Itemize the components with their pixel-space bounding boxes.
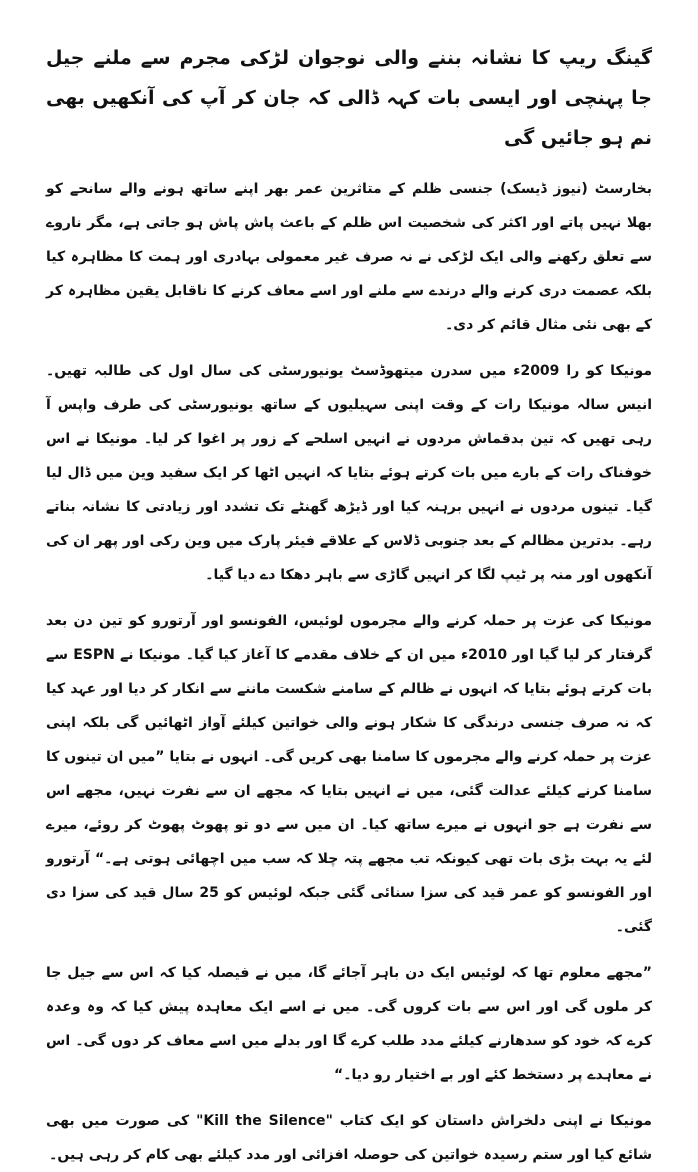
article-paragraph: مونیکا نے اپنی دلخراش داستان کو ایک کتاب "Kill the Silence" کی صورت میں بھی شائع کیا اور ستم رسیدہ خواتین کی حوصلہ افزائی اور مدد کیلئے بھی کام کر رہی ہیں۔: [46, 1113, 652, 1163]
article-paragraph: ”مجھے معلوم تھا کہ لوئیس ایک دن باہر آجائے گا، میں نے فیصلہ کیا کہ اس سے جیل جا کر ملوں گی اور اس سے بات کروں گی۔ میں نے اسے ایک معاہدہ پیش کیا کہ وہ وعدہ کرے کہ خود کو سدھارنے کیلئے مدد طلب کرے گا اور بدلے میں اسے معاف کر دوں گی۔ اس نے معاہدے پر دستخط کئے اور بے اختیار رو دیا۔“: [46, 965, 652, 1083]
article-paragraph: بخارسٹ (نیوز ڈیسک) جنسی ظلم کے متاثرین عمر بھر اپنے ساتھ ہونے والے سانحے کو بھلا نہیں پاتے اور اکثر کی شخصیت اس ظلم کے باعث پاش پاش ہو جاتی ہے، مگر ناروے سے تعلق رکھنے والی ایک لڑکی نے نہ صرف غیر معمولی بہادری اور ہمت کا مظاہرہ کیا بلکہ عصمت دری کرنے والے درندے سے ملنے اور اسے معاف کرنے کا ناقابل یقین مظاہرہ کر کے بھی نئی مثال قائم کر دی۔: [46, 181, 652, 333]
article-paragraph: مونیکا کو را 2009ء میں سدرن میتھوڈسٹ یونیورسٹی کی سال اول کی طالبہ تھیں۔ انیس سالہ مونیکا رات کے وقت اپنی سہیلیوں کے ساتھ یونیورسٹی کی طرف واپس آ رہی تھیں کہ تین بدقماش مردوں نے انہیں اسلحے کے زور پر اغوا کر لیا۔ مونیکا نے اس خوفناک رات کے بارے میں بات کرتے ہوئے بتایا کہ انہیں اٹھا کر ایک سفید وین میں ڈال لیا گیا۔ تینوں مردوں نے انہیں برہنہ کیا اور ڈیڑھ گھنٹے تک تشدد اور زیادتی کا نشانہ بناتے رہے۔ بدترین مظالم کے بعد جنوبی ڈلاس کے علاقے فیئر پارک میں وین رکی اور پھر ان کی آنکھوں اور منہ پر ٹیپ لگا کر انہیں گاڑی سے باہر دھکا دے دیا گیا۔: [46, 363, 652, 583]
article-headline: گینگ ریپ کا نشانہ بننے والی نوجوان لڑکی مجرم سے ملنے جیل جا پہنچی اور ایسی بات کہہ ڈالی کہ جان کر آپ کی آنکھیں بھی نم ہو جائیں گی: [46, 47, 652, 149]
article-paragraph: مونیکا کی عزت پر حملہ کرنے والے مجرموں لوئیس، الفونسو اور آرتورو کو تین دن بعد گرفتار کر لیا گیا اور 2010ء میں ان کے خلاف مقدمے کا آغاز کیا گیا۔ مونیکا نے ESPN سے بات کرتے ہوئے بتایا کہ انہوں نے ظالم کے سامنے شکست ماننے سے انکار کر دیا اور عہد کیا کہ نہ صرف جنسی درندگی کا شکار ہونے والی خواتین کیلئے آواز اٹھائیں گی بلکہ اپنی عزت پر حملہ کرنے والے مجرموں کا سامنا بھی کریں گی۔ انہوں نے بتایا ”میں ان تینوں کا سامنا کرنے کیلئے عدالت گئی، میں نے انہیں بتایا کہ مجھے ان سے نفرت نہیں، مجھے اس سے نفرت ہے جو انہوں نے میرے ساتھ کیا۔ ان میں سے دو تو پھوٹ پھوٹ کر روئے، میرے لئے یہ بہت بڑی بات تھی کیونکہ تب مجھے پتہ چلا کہ سب میں اچھائی ہوتی ہے۔“ آرتورو اور الفونسو کو عمر قید کی سزا سنائی گئی جبکہ لوئیس کو 25 سال قید کی سزا دی گئی۔: [46, 613, 652, 935]
